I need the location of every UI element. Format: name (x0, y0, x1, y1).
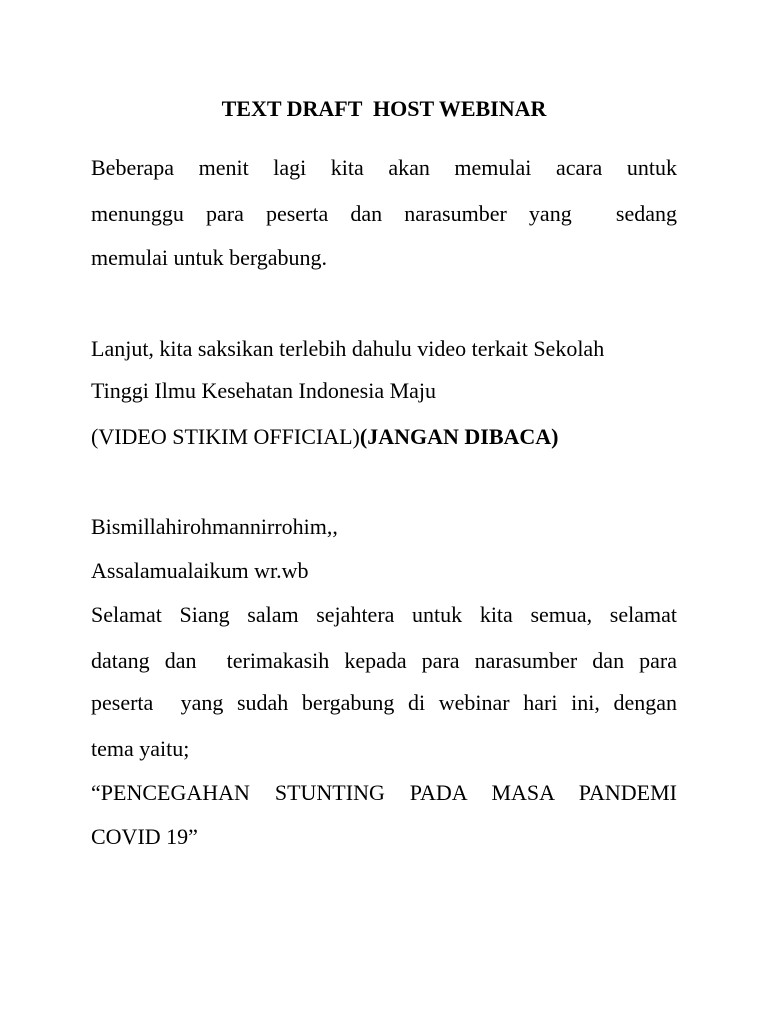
paragraph-2-line-1: Lanjut, kita saksikan terlebih dahulu video terkait Sekolah (91, 336, 605, 361)
document-title: TEXT DRAFT HOST WEBINAR (221, 96, 547, 121)
paragraph-3-line-3: Selamat Siang salam sejahtera untuk kita semua, selamat (91, 602, 677, 627)
paragraph-2-line-3 (91, 422, 677, 452)
webinar-theme-line-1: “PENCEGAHAN STUNTING PADA MASA PANDEMI (91, 780, 677, 805)
paragraph-1-line-3: memulai untuk bergabung. (91, 245, 328, 270)
paragraph-3-line-2: Assalamualaikum wr.wb (91, 558, 309, 583)
paragraph-2-line-2: Tinggi Ilmu Kesehatan Indonesia Maju (91, 378, 437, 403)
paragraph-1-line-2: menunggu para peserta dan narasumber yang sedang (91, 201, 677, 226)
paragraph-3-line-4: datang dan terimakasih kepada para narasumber dan para (91, 648, 677, 673)
paragraph-1-line-1: Beberapa menit lagi kita akan memulai acara untuk (91, 155, 677, 180)
webinar-theme-line-2: COVID 19” (91, 824, 198, 849)
paragraph-3-line-1: Bismillahirohmannirrohim,, (91, 514, 338, 539)
paragraph-3-line-5: peserta yang sudah bergabung di webinar hari ini, dengan (91, 690, 677, 715)
video-note: (VIDEO STIKIM OFFICIAL) (91, 424, 360, 449)
paragraph-3-line-6: tema yaitu; (91, 736, 190, 761)
do-not-read-note: (JANGAN DIBACA) (359, 424, 559, 449)
